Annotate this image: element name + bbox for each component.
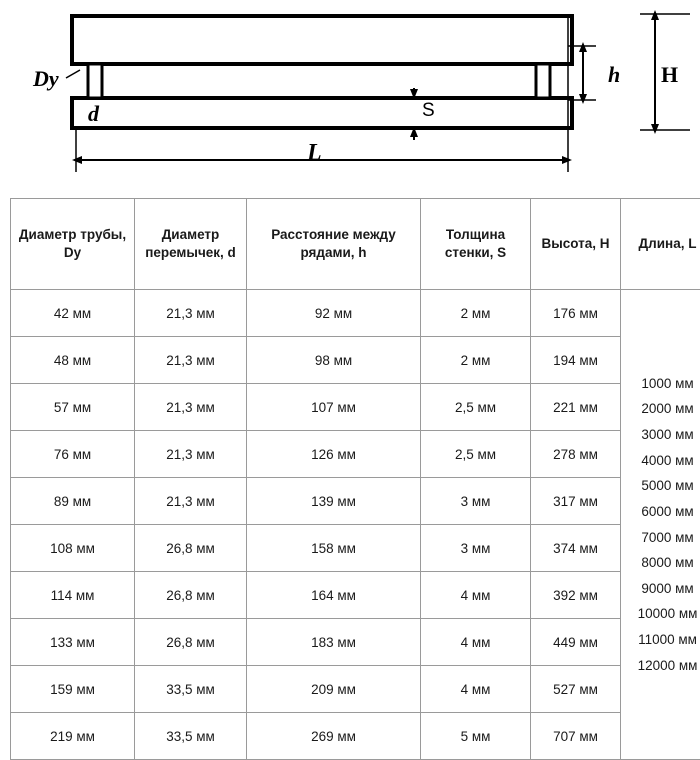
table-row — [11, 384, 700, 431]
register-diagram — [0, 0, 700, 190]
label-d: d — [88, 101, 99, 127]
table-row — [11, 666, 700, 713]
cell-row-spacing: 183 мм — [247, 619, 421, 666]
spec-table — [10, 198, 700, 760]
cell-height: 392 мм — [531, 572, 621, 619]
length-option: 11000 мм — [625, 627, 700, 653]
cell-bridge-diameter: 21,3 мм — [135, 384, 247, 431]
cell-row-spacing: 139 мм — [247, 478, 421, 525]
length-option: 6000 мм — [625, 499, 700, 525]
cell-height: 194 мм — [531, 337, 621, 384]
cell-bridge-diameter: 33,5 мм — [135, 713, 247, 760]
cell-wall-thickness: 4 мм — [421, 619, 531, 666]
cell-pipe-diameter: 57 мм — [11, 384, 135, 431]
cell-height: 707 мм — [531, 713, 621, 760]
cell-wall-thickness: 3 мм — [421, 478, 531, 525]
cell-row-spacing: 269 мм — [247, 713, 421, 760]
left-bridge-shape — [88, 64, 102, 98]
length-option: 2000 мм — [625, 396, 700, 422]
cell-row-spacing: 92 мм — [247, 290, 421, 337]
length-option: 8000 мм — [625, 550, 700, 576]
table-row — [11, 290, 700, 337]
cell-wall-thickness: 5 мм — [421, 713, 531, 760]
header-length: Длина, L — [621, 199, 700, 290]
header-row-spacing: Расстояние между рядами, h — [247, 199, 421, 290]
table-header-row — [11, 199, 700, 290]
length-option: 3000 мм — [625, 422, 700, 448]
table-row — [11, 337, 700, 384]
cell-pipe-diameter: 219 мм — [11, 713, 135, 760]
cell-row-spacing: 98 мм — [247, 337, 421, 384]
cell-row-spacing: 107 мм — [247, 384, 421, 431]
cell-wall-thickness: 2 мм — [421, 337, 531, 384]
cell-bridge-diameter: 26,8 мм — [135, 572, 247, 619]
lower-pipe-shape — [72, 98, 572, 128]
cell-bridge-diameter: 21,3 мм — [135, 478, 247, 525]
cell-wall-thickness: 2 мм — [421, 290, 531, 337]
cell-pipe-diameter: 114 мм — [11, 572, 135, 619]
right-bridge-shape — [536, 64, 550, 98]
cell-bridge-diameter: 33,5 мм — [135, 666, 247, 713]
cell-bridge-diameter: 21,3 мм — [135, 431, 247, 478]
H-arrow-top — [651, 10, 659, 20]
cell-pipe-diameter: 89 мм — [11, 478, 135, 525]
label-l: L — [307, 140, 322, 167]
cell-row-spacing: 209 мм — [247, 666, 421, 713]
table-row — [11, 525, 700, 572]
table-row — [11, 619, 700, 666]
length-option: 5000 мм — [625, 473, 700, 499]
cell-wall-thickness: 2,5 мм — [421, 384, 531, 431]
cell-wall-thickness: 2,5 мм — [421, 431, 531, 478]
cell-pipe-diameter: 133 мм — [11, 619, 135, 666]
table-row — [11, 713, 700, 760]
cell-pipe-diameter: 159 мм — [11, 666, 135, 713]
table-row — [11, 572, 700, 619]
cell-height: 176 мм — [531, 290, 621, 337]
length-option: 12000 мм — [625, 653, 700, 679]
length-option: 9000 мм — [625, 576, 700, 602]
register-diagram-svg — [0, 0, 700, 190]
length-option: 4000 мм — [625, 448, 700, 474]
upper-pipe-shape — [72, 16, 572, 64]
cell-pipe-diameter: 48 мм — [11, 337, 135, 384]
length-option: 7000 мм — [625, 525, 700, 551]
cell-bridge-diameter: 21,3 мм — [135, 337, 247, 384]
cell-bridge-diameter: 26,8 мм — [135, 525, 247, 572]
table-row — [11, 431, 700, 478]
h-arrow-top — [579, 42, 587, 52]
header-pipe-diameter: Диаметр трубы, Dy — [11, 199, 135, 290]
cell-bridge-diameter: 26,8 мм — [135, 619, 247, 666]
cell-pipe-diameter: 76 мм — [11, 431, 135, 478]
cell-row-spacing: 158 мм — [247, 525, 421, 572]
L-arrow-left — [72, 156, 82, 164]
cell-height: 278 мм — [531, 431, 621, 478]
header-height: Высота, H — [531, 199, 621, 290]
label-H: H — [661, 62, 678, 88]
label-s: S — [422, 100, 435, 122]
L-arrow-right — [562, 156, 572, 164]
spec-table-container — [10, 198, 690, 760]
cell-length-list — [621, 290, 700, 760]
length-option: 10000 мм — [625, 601, 700, 627]
label-h: h — [608, 62, 620, 88]
cell-wall-thickness: 4 мм — [421, 666, 531, 713]
cell-pipe-diameter: 108 мм — [11, 525, 135, 572]
cell-row-spacing: 126 мм — [247, 431, 421, 478]
cell-height: 449 мм — [531, 619, 621, 666]
cell-bridge-diameter: 21,3 мм — [135, 290, 247, 337]
header-wall-thickness: Толщина стенки, S — [421, 199, 531, 290]
cell-wall-thickness: 4 мм — [421, 572, 531, 619]
cell-height: 317 мм — [531, 478, 621, 525]
dy-leader — [66, 70, 80, 78]
cell-row-spacing: 164 мм — [247, 572, 421, 619]
cell-height: 221 мм — [531, 384, 621, 431]
cell-height: 527 мм — [531, 666, 621, 713]
cell-height: 374 мм — [531, 525, 621, 572]
length-option: 1000 мм — [625, 371, 700, 397]
H-arrow-bottom — [651, 124, 659, 134]
cell-pipe-diameter: 42 мм — [11, 290, 135, 337]
label-dy: Dy — [33, 66, 59, 92]
header-bridge-diameter: Диаметр перемычек, d — [135, 199, 247, 290]
cell-wall-thickness: 3 мм — [421, 525, 531, 572]
h-arrow-bottom — [579, 94, 587, 104]
table-row — [11, 478, 700, 525]
